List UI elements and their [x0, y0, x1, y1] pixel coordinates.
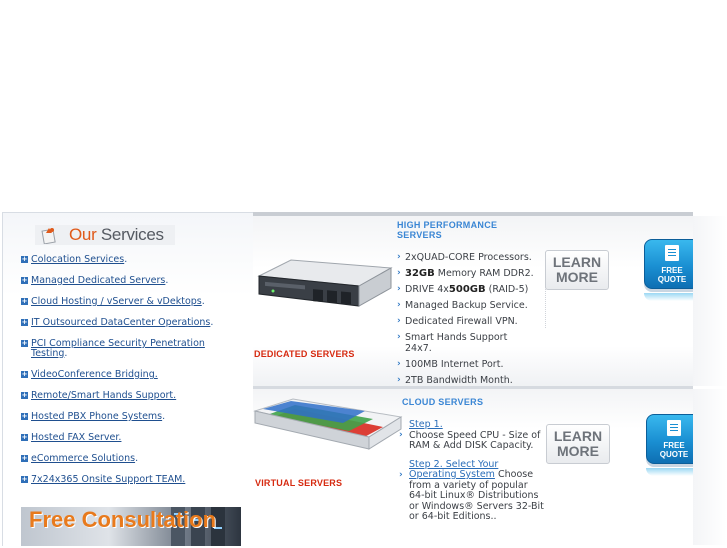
feature-item: › Smart Hands Support 24x7. — [397, 332, 508, 354]
rack-server-image — [255, 254, 395, 324]
service-suffix: . — [162, 411, 166, 422]
panel-edge — [693, 216, 727, 386]
service-item-cloud — [21, 297, 241, 307]
heading-line1: HIGH PERFORMANCE — [397, 220, 498, 230]
arrow-icon: › — [397, 375, 401, 385]
service-item-dedicated — [21, 276, 241, 286]
step-2-link[interactable]: Step 2. Select Your Operating System — [409, 458, 499, 480]
feature-item: › 2xQUAD-CORE Processors. — [397, 252, 532, 263]
plus-icon: + — [21, 454, 28, 462]
panel-edge — [693, 389, 727, 545]
plus-icon: + — [21, 318, 28, 326]
free-consultation-text: Free Consultation — [29, 507, 217, 532]
service-link-remote-hands[interactable]: Remote/Smart Hands Support. — [31, 390, 177, 401]
service-link-colocation[interactable]: Colocation Services — [31, 254, 125, 265]
quote-reflection — [644, 293, 700, 301]
plus-icon: + — [21, 475, 28, 483]
service-item-pbx — [21, 412, 241, 422]
plus-icon: + — [21, 276, 28, 284]
step-1-link[interactable]: Step 1. — [409, 419, 443, 430]
arrow-icon: › — [399, 430, 403, 440]
services-title-services: Services — [100, 225, 164, 244]
service-suffix: . — [124, 254, 128, 265]
step-2-text: Choose from a variety of popular 64-bit Linux® Distributions or Windows® Servers 32-Bit or 64-bit Editions.. — [409, 469, 544, 522]
service-suffix: . — [64, 348, 68, 359]
cloud-free-quote-button[interactable]: FREE QUOTE — [646, 414, 702, 464]
service-item-ecommerce — [21, 454, 241, 464]
plus-icon: + — [21, 391, 28, 399]
service-link-ecommerce[interactable]: eCommerce Solutions — [31, 453, 136, 464]
service-item-onsite-support — [21, 475, 241, 485]
arrow-icon: › — [397, 252, 401, 262]
dedicated-servers-label: DEDICATED SERVERS — [254, 349, 355, 359]
arrow-icon: › — [397, 284, 401, 294]
arrow-icon: › — [397, 332, 401, 342]
cloud-steps — [399, 420, 545, 526]
dedicated-free-quote-button[interactable]: FREE QUOTE — [644, 239, 700, 289]
service-link-fax[interactable]: Hosted FAX Server. — [31, 432, 122, 443]
plus-icon: + — [21, 255, 28, 263]
plus-icon: + — [21, 370, 28, 378]
feature-item: › Dedicated Firewall VPN. — [397, 316, 518, 327]
service-link-videoconference[interactable]: VideoConference Bridging. — [31, 369, 158, 380]
feature-item: › 2TB Bandwidth Month. — [397, 375, 513, 386]
services-list — [21, 255, 241, 496]
feature-item: › DRIVE 4x500GB (RAID-5) — [397, 284, 529, 295]
service-item-it-outsourced — [21, 318, 241, 328]
service-link-pbx[interactable]: Hosted PBX Phone Systems — [31, 411, 163, 422]
service-item-fax — [21, 433, 241, 443]
document-icon — [667, 420, 681, 436]
services-title-our: Our — [69, 225, 97, 244]
service-suffix: . — [201, 296, 205, 307]
service-suffix: . — [165, 275, 169, 286]
virtual-servers-label: VIRTUAL SERVERS — [255, 478, 343, 488]
service-suffix: . — [135, 453, 139, 464]
service-suffix: . — [210, 317, 214, 328]
services-icon — [39, 225, 59, 245]
arrow-icon: › — [397, 268, 401, 278]
service-link-onsite-support[interactable]: 7x24x365 Onsite Support TEAM. — [31, 474, 186, 485]
cloud-servers-panel — [253, 386, 693, 548]
arrow-icon: › — [397, 316, 401, 326]
service-item-colocation — [21, 255, 241, 265]
feature-item: › 32GB Memory RAM DDR2. — [397, 268, 534, 279]
feature-item: › Managed Backup Service. — [397, 300, 528, 311]
services-title — [69, 225, 164, 245]
service-link-cloud[interactable]: Cloud Hosting / vServer & vDektops — [31, 296, 202, 307]
step-1 — [399, 420, 545, 452]
arrow-icon: › — [397, 300, 401, 310]
plus-icon: + — [21, 433, 28, 441]
feature-item: › 100MB Internet Port. — [397, 359, 504, 370]
services-header — [35, 225, 175, 245]
service-link-dedicated[interactable]: Managed Dedicated Servers — [31, 275, 166, 286]
step-1-text: Choose Speed CPU - Size of RAM & Add DISK Capacity. — [409, 429, 541, 451]
cloud-learn-more-button[interactable]: LEARN MORE — [546, 424, 610, 464]
virtual-servers-image — [253, 397, 403, 467]
high-performance-heading — [397, 220, 497, 240]
free-consultation-banner[interactable] — [21, 507, 241, 546]
plus-icon: + — [21, 412, 28, 420]
service-item-remote-hands — [21, 391, 241, 401]
document-icon — [665, 245, 679, 261]
service-link-pci[interactable]: PCI Compliance Security Penetration Testing — [31, 338, 205, 359]
service-item-videoconference — [21, 370, 241, 380]
cloud-servers-heading: CLOUD SERVERS — [402, 397, 484, 407]
dedicated-features-list — [397, 252, 545, 386]
heading-line2: SERVERS — [397, 230, 442, 240]
dedicated-servers-panel — [253, 212, 693, 390]
service-link-it-outsourced[interactable]: IT Outsourced DataCenter Operations — [31, 317, 211, 328]
service-item-pci — [21, 339, 241, 359]
services-sidebar — [2, 212, 254, 546]
arrow-icon: › — [399, 469, 403, 480]
plus-icon: + — [21, 339, 28, 347]
dedicated-learn-more-button[interactable]: LEARN MORE — [545, 250, 609, 290]
step-2 — [399, 460, 545, 523]
plus-icon: + — [21, 297, 28, 305]
arrow-icon: › — [397, 359, 401, 369]
